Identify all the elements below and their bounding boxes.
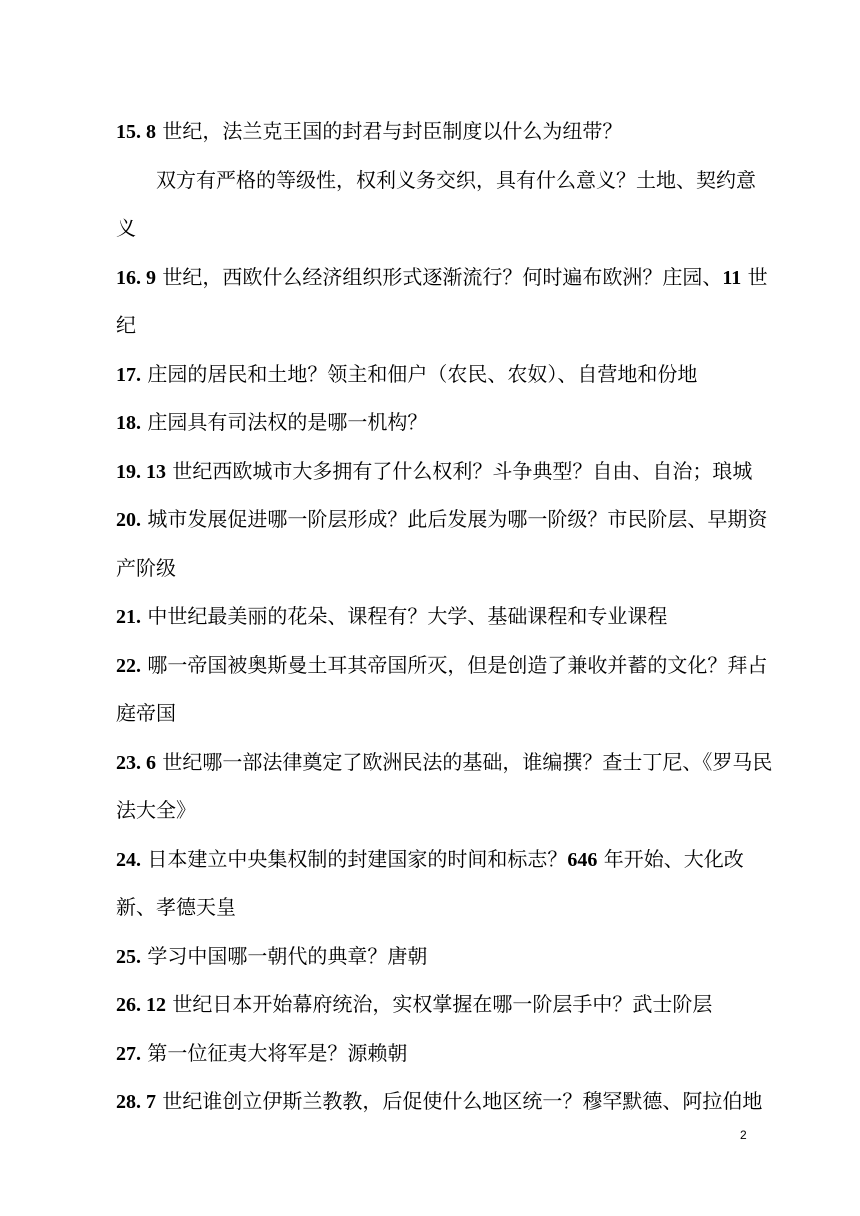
line-text: 年开始、大化改: [597, 846, 744, 871]
line-text: 城市发展促进哪一阶层形成？此后发展为哪一阶级？市民阶层、早期资: [141, 507, 768, 531]
text-line: [116, 932, 766, 981]
text-line: [116, 156, 766, 205]
line-text: 世纪哪一部法律奠定了欧洲民法的基础，谁编撰？查士丁尼、《罗马民: [156, 749, 773, 774]
text-line: [116, 883, 766, 932]
text-line: [116, 398, 766, 447]
line-text: 世纪，西欧什么经济组织形式逐渐流行？何时遍布欧洲？庄园、: [156, 264, 723, 289]
text-line: [116, 689, 766, 738]
text-line: [116, 835, 766, 884]
text-line: [116, 592, 766, 641]
line-text: 新、孝德天皇: [116, 895, 236, 919]
text-line: [116, 786, 766, 835]
text-line: [116, 253, 766, 302]
line-text: 庭帝国: [116, 701, 176, 725]
document-body: [116, 107, 773, 1126]
line-text: 中世纪最美丽的花朵、课程有？大学、基础课程和专业课程: [141, 604, 668, 628]
question-number: 27.: [116, 1042, 141, 1065]
inline-number: 11: [722, 266, 742, 289]
question-number: 22.: [116, 654, 141, 677]
text-line: [116, 447, 766, 496]
text-line: [116, 495, 766, 544]
line-text: 世: [741, 264, 768, 289]
question-number: 17.: [116, 363, 141, 386]
text-line: [116, 980, 766, 1029]
inline-number: 646: [567, 848, 598, 871]
line-text: 产阶级: [116, 555, 176, 580]
text-line: [116, 107, 766, 156]
text-line: [116, 1029, 766, 1078]
question-number: 26. 12: [116, 994, 166, 1016]
question-number: 28. 7: [116, 1091, 156, 1113]
line-text: 法大全》: [116, 798, 196, 822]
line-text: 纪: [116, 313, 136, 337]
question-number: 20.: [116, 509, 141, 531]
text-line: [116, 544, 766, 593]
text-line: [116, 350, 766, 399]
question-number: 21.: [116, 606, 141, 628]
question-number: 25.: [116, 945, 141, 968]
line-text: 日本建立中央集权制的封建国家的时间和标志？: [141, 846, 568, 871]
question-number: 16. 9: [116, 266, 156, 289]
question-number: 19. 13: [116, 460, 166, 483]
line-text: 世纪，法兰克王国的封君与封臣制度以什么为纽带？: [156, 119, 623, 143]
text-line: [116, 301, 766, 350]
line-text: 双方有严格的等级性，权利义务交织，具有什么意义？土地、契约意: [156, 167, 756, 192]
line-text: 庄园具有司法权的是哪一机构？: [141, 410, 428, 434]
text-line: [116, 1077, 766, 1126]
question-number: 23. 6: [116, 751, 156, 774]
line-text: 义: [116, 216, 136, 240]
line-text: 哪一帝国被奥斯曼土耳其帝国所灭，但是创造了兼收并蓄的文化？拜占: [141, 652, 768, 677]
question-number: 15. 8: [116, 121, 156, 143]
page-number: 2: [740, 1128, 747, 1142]
question-number: 18.: [116, 412, 141, 434]
line-text: 世纪谁创立伊斯兰教教，后促使什么地区统一？穆罕默德、阿拉伯地: [156, 1089, 763, 1113]
line-text: 世纪日本开始幕府统治，实权掌握在哪一阶层手中？武士阶层: [166, 992, 713, 1016]
text-line: [116, 641, 766, 690]
question-number: 24.: [116, 848, 141, 871]
text-line: [116, 738, 773, 787]
text-line: [116, 204, 766, 253]
line-text: 世纪西欧城市大多拥有了什么权利？斗争典型？自由、自治；琅城: [166, 458, 753, 483]
line-text: 庄园的居民和土地？领主和佃户（农民、农奴）、自营地和份地: [141, 361, 698, 386]
line-text: 学习中国哪一朝代的典章？唐朝: [141, 943, 428, 968]
line-text: 第一位征夷大将军是？源赖朝: [141, 1040, 408, 1065]
